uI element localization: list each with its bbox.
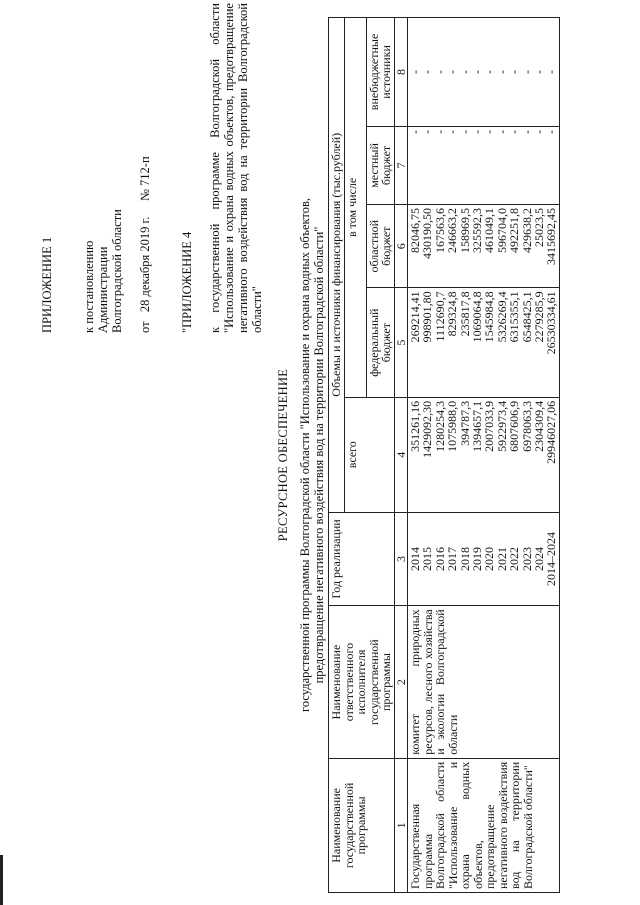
appendix-date-line bbox=[138, 3, 152, 333]
heading-line2: предотвращение негативного воздействия вод на территории Волгоградской области" bbox=[312, 226, 326, 684]
date-prefix: от bbox=[138, 321, 152, 333]
year-cell: 2020 bbox=[482, 546, 497, 571]
scan-mark bbox=[0, 855, 3, 905]
year-cell: 2018 bbox=[457, 546, 472, 571]
total-cell: 1280254,3 bbox=[432, 400, 447, 452]
local-cell: - bbox=[457, 129, 472, 134]
header-local: местный бюджет bbox=[366, 126, 394, 204]
year-cell: 2022 bbox=[507, 546, 522, 571]
extra-cell: - bbox=[544, 69, 559, 74]
extra-cell: - bbox=[519, 69, 534, 74]
year-column bbox=[408, 512, 560, 606]
header-program: Наименование государственной программы bbox=[329, 758, 395, 892]
header-federal: федеральный бюджет bbox=[366, 288, 394, 397]
prev-appendix-title: "ПРИЛОЖЕНИЕ 4 bbox=[180, 231, 194, 333]
local-cell: - bbox=[432, 129, 447, 134]
header-year: Год реализации bbox=[329, 512, 395, 606]
regional-cell: 596704,0 bbox=[494, 208, 509, 254]
regional-cell: 492251,8 bbox=[507, 208, 522, 254]
heading-line1: государственной программы Волгоградской области "Использование и охрана водных объектов, bbox=[298, 198, 312, 712]
federal-cell: 829324,8 bbox=[445, 291, 460, 337]
year-cell: 2014–2024 bbox=[544, 531, 559, 586]
extra-cell: - bbox=[482, 69, 497, 74]
col-number: 8 bbox=[394, 18, 408, 127]
year-cell: 2014 bbox=[408, 546, 422, 571]
federal-cell: 1545984,8 bbox=[482, 291, 497, 343]
total-cell: 1394657,1 bbox=[469, 400, 484, 452]
local-cell: - bbox=[519, 129, 534, 134]
federal-cell: 26530334,61 bbox=[544, 291, 559, 355]
total-cell: 1075988,0 bbox=[445, 400, 460, 452]
local-column bbox=[408, 126, 560, 204]
local-cell: - bbox=[408, 129, 422, 134]
header-regional: областной бюджет bbox=[366, 205, 394, 288]
program-name-cell: Государственная программа Волгоградской области "Использование и охрана водных объектов, предотвращение негативного воздействия вод на территории Волгоградской области" bbox=[408, 758, 560, 892]
total-cell: 394787,3 bbox=[457, 400, 472, 446]
header-volumes: Объемы и источники финансирования (тыс.рублей) bbox=[329, 18, 345, 513]
year-cell: 2017 bbox=[445, 546, 460, 571]
doc-number: № 712-п bbox=[138, 156, 152, 202]
col-number: 7 bbox=[394, 126, 408, 204]
header-including: в том числе bbox=[344, 18, 366, 398]
col-number: 5 bbox=[394, 288, 408, 397]
regional-cell: 461049,1 bbox=[482, 208, 497, 254]
total-cell: 6807606,9 bbox=[507, 400, 522, 452]
extra-cell: - bbox=[507, 69, 522, 74]
year-cell: 2023 bbox=[519, 546, 534, 571]
federal-cell: 2279285,9 bbox=[531, 291, 546, 343]
document-heading bbox=[276, 95, 326, 815]
local-cell: - bbox=[507, 129, 522, 134]
prev-appendix-text3: негативного воздействия вод на территории Волгоградской bbox=[236, 3, 250, 333]
federal-cell: 1112690,7 bbox=[432, 291, 447, 342]
extra-cell: - bbox=[457, 69, 472, 74]
federal-cell: 1069064,8 bbox=[469, 291, 484, 343]
col-number: 6 bbox=[394, 205, 408, 288]
year-cell: 2024 bbox=[531, 546, 546, 571]
extra-cell: - bbox=[420, 69, 435, 74]
local-cell: - bbox=[531, 129, 546, 134]
regional-cell: 158969,5 bbox=[457, 208, 472, 254]
federal-cell: 235817,8 bbox=[457, 291, 472, 337]
executor-cell: комитет природных ресурсов, лесного хозяйства и экологии Волгоградской области bbox=[408, 606, 560, 758]
extra-cell: - bbox=[432, 69, 447, 74]
federal-cell: 6548425,1 bbox=[519, 291, 534, 343]
appendix-org1: Администрации bbox=[96, 246, 110, 333]
extra-cell: - bbox=[469, 69, 484, 74]
local-cell: - bbox=[469, 129, 484, 134]
extra-cell: - bbox=[408, 69, 422, 74]
date-value: 28 декабря 2019 г. bbox=[138, 216, 152, 313]
local-cell: - bbox=[482, 129, 497, 134]
federal-cell: 5326269,4 bbox=[494, 291, 509, 343]
appendix-org2: Волгоградской области bbox=[110, 209, 124, 333]
resource-table bbox=[328, 17, 560, 893]
appendix-to: к постановлению bbox=[82, 240, 96, 333]
prev-appendix-text2: "Использование и охрана водных объектов, предотвращение bbox=[222, 3, 236, 333]
total-cell: 351261,16 bbox=[408, 400, 422, 452]
header-executor: Наименование ответственного исполнителя государственной программы bbox=[329, 606, 395, 758]
prev-appendix-text4: области" bbox=[250, 286, 264, 333]
year-cell: 2015 bbox=[420, 546, 435, 571]
heading-title: РЕСУРСНОЕ ОБЕСПЕЧЕНИЕ bbox=[276, 368, 290, 542]
federal-cell: 269214,41 bbox=[408, 291, 422, 343]
total-cell: 29946027,06 bbox=[544, 400, 559, 464]
federal-cell: 998901,80 bbox=[420, 291, 435, 343]
federal-cell: 6315355,1 bbox=[507, 291, 522, 343]
total-cell: 1429092,30 bbox=[420, 400, 435, 458]
year-cell: 2021 bbox=[494, 546, 509, 571]
col-number: 4 bbox=[394, 397, 408, 512]
regional-cell: 429638,2 bbox=[519, 208, 534, 254]
prev-appendix-text1: к государственной программе Волгоградской области bbox=[208, 3, 222, 333]
extra-cell: - bbox=[494, 69, 509, 74]
total-cell: 2007033,9 bbox=[482, 400, 497, 452]
local-cell: - bbox=[445, 129, 460, 134]
total-column bbox=[408, 397, 560, 512]
appendix-block bbox=[40, 3, 264, 333]
regional-cell: 246663,2 bbox=[445, 208, 460, 254]
regional-cell: 325592,3 bbox=[469, 208, 484, 254]
col-number: 1 bbox=[394, 758, 408, 892]
extra-cell: - bbox=[531, 69, 546, 74]
local-cell: - bbox=[494, 129, 509, 134]
total-cell: 5922973,4 bbox=[494, 400, 509, 452]
regional-cell: 82046,75 bbox=[408, 208, 422, 254]
regional-cell: 167563,6 bbox=[432, 208, 447, 254]
federal-column bbox=[408, 288, 560, 397]
col-number: 3 bbox=[394, 512, 408, 606]
regional-cell: 25023,5 bbox=[531, 208, 546, 248]
year-cell: 2016 bbox=[432, 546, 447, 571]
year-cell: 2019 bbox=[469, 546, 484, 571]
header-extra: внебюджетные источники bbox=[366, 18, 394, 127]
total-cell: 6978063,3 bbox=[519, 400, 534, 452]
appendix-title: ПРИЛОЖЕНИЕ 1 bbox=[40, 236, 54, 333]
regional-cell: 3415692,45 bbox=[544, 208, 559, 266]
extra-column bbox=[408, 18, 560, 127]
extra-cell: - bbox=[445, 69, 460, 74]
total-cell: 2304309,4 bbox=[531, 400, 546, 452]
local-cell: - bbox=[420, 129, 435, 134]
header-total: всего bbox=[344, 397, 394, 512]
regional-column bbox=[408, 205, 560, 288]
col-number: 2 bbox=[394, 606, 408, 758]
regional-cell: 430190,50 bbox=[420, 208, 435, 260]
local-cell: - bbox=[544, 129, 559, 134]
